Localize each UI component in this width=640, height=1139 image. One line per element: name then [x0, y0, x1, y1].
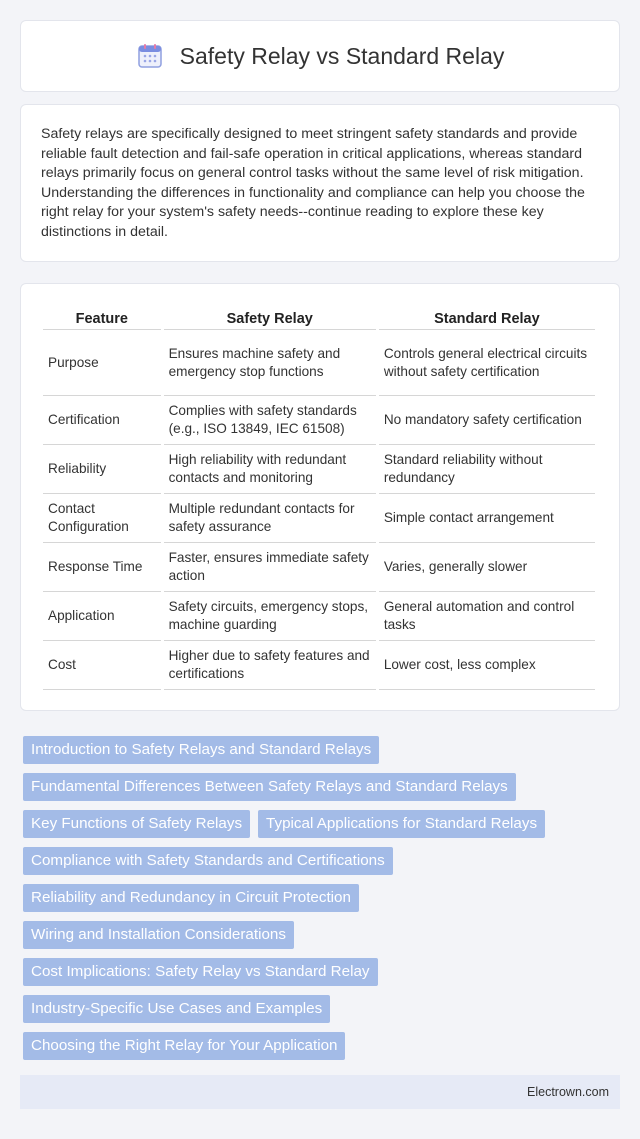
comparison-table — [40, 300, 598, 690]
standard-relay-cell: Lower cost, less complex — [379, 641, 595, 690]
tag-link-use-cases[interactable]: Industry-Specific Use Cases and Examples — [23, 995, 330, 1023]
table-row — [43, 445, 595, 494]
page-title: Safety Relay vs Standard Relay — [179, 42, 505, 69]
calendar-icon — [136, 42, 164, 70]
standard-relay-cell: Simple contact arrangement — [379, 494, 595, 543]
feature-cell: Cost — [43, 641, 161, 690]
standard-relay-cell: Standard reliability without redundancy — [379, 445, 595, 494]
safety-relay-cell: Ensures machine safety and emergency stop functions — [164, 330, 376, 396]
standard-relay-cell: No mandatory safety certification — [379, 396, 595, 445]
feature-cell: Certification — [43, 396, 161, 445]
comparison-card — [20, 283, 620, 711]
intro-card — [20, 104, 620, 262]
feature-cell: Response Time — [43, 543, 161, 592]
tag-link-typical-applications[interactable]: Typical Applications for Standard Relays — [258, 810, 545, 838]
safety-relay-cell: Faster, ensures immediate safety action — [164, 543, 376, 592]
table-header-row — [43, 300, 595, 330]
tag-link-wiring[interactable]: Wiring and Installation Considerations — [23, 921, 294, 949]
tag-link-cost[interactable]: Cost Implications: Safety Relay vs Standard Relay — [23, 958, 378, 986]
safety-relay-cell: Complies with safety standards (e.g., ISO 13849, IEC 61508) — [164, 396, 376, 445]
safety-relay-cell: Higher due to safety features and certifications — [164, 641, 376, 690]
feature-cell: Purpose — [43, 330, 161, 396]
header-feature: Feature — [43, 300, 161, 330]
standard-relay-cell: General automation and control tasks — [379, 592, 595, 641]
feature-cell: Application — [43, 592, 161, 641]
table-row — [43, 543, 595, 592]
tag-link-intro[interactable]: Introduction to Safety Relays and Standard Relays — [23, 736, 379, 764]
header-card — [20, 20, 620, 92]
tag-link-choosing[interactable]: Choosing the Right Relay for Your Application — [23, 1032, 345, 1060]
tag-link-compliance[interactable]: Compliance with Safety Standards and Certifications — [23, 847, 393, 875]
safety-relay-cell: Multiple redundant contacts for safety assurance — [164, 494, 376, 543]
table-row — [43, 494, 595, 543]
table-row — [43, 330, 595, 396]
header-standard-relay: Standard Relay — [379, 300, 595, 330]
table-row — [43, 592, 595, 641]
safety-relay-cell: High reliability with redundant contacts and monitoring — [164, 445, 376, 494]
tag-link-key-functions[interactable]: Key Functions of Safety Relays — [23, 810, 250, 838]
feature-cell: Reliability — [43, 445, 161, 494]
tag-link-reliability[interactable]: Reliability and Redundancy in Circuit Protection — [23, 884, 359, 912]
header-safety-relay: Safety Relay — [164, 300, 376, 330]
intro-text: Safety relays are specifically designed to meet stringent safety standards and provide reliable fault detection and fail-safe operation in critical applications, whereas standard relays primarily focus on general control tasks without the same level of risk mitigation. Understanding the differences in functionality and compliance can help you choose the right relay for your system's safety needs--continue reading to explore these key distinctions in detail. — [41, 126, 585, 240]
tag-link-differences[interactable]: Fundamental Differences Between Safety Relays and Standard Relays — [23, 773, 516, 801]
feature-cell: Contact Configuration — [43, 494, 161, 543]
table-row — [43, 396, 595, 445]
standard-relay-cell: Varies, generally slower — [379, 543, 595, 592]
topic-tags — [23, 736, 613, 1069]
safety-relay-cell: Safety circuits, emergency stops, machine guarding — [164, 592, 376, 641]
footer — [20, 1075, 620, 1109]
standard-relay-cell: Controls general electrical circuits without safety certification — [379, 330, 595, 396]
footer-source[interactable]: Electrown.com — [527, 1085, 609, 1099]
table-row — [43, 641, 595, 690]
